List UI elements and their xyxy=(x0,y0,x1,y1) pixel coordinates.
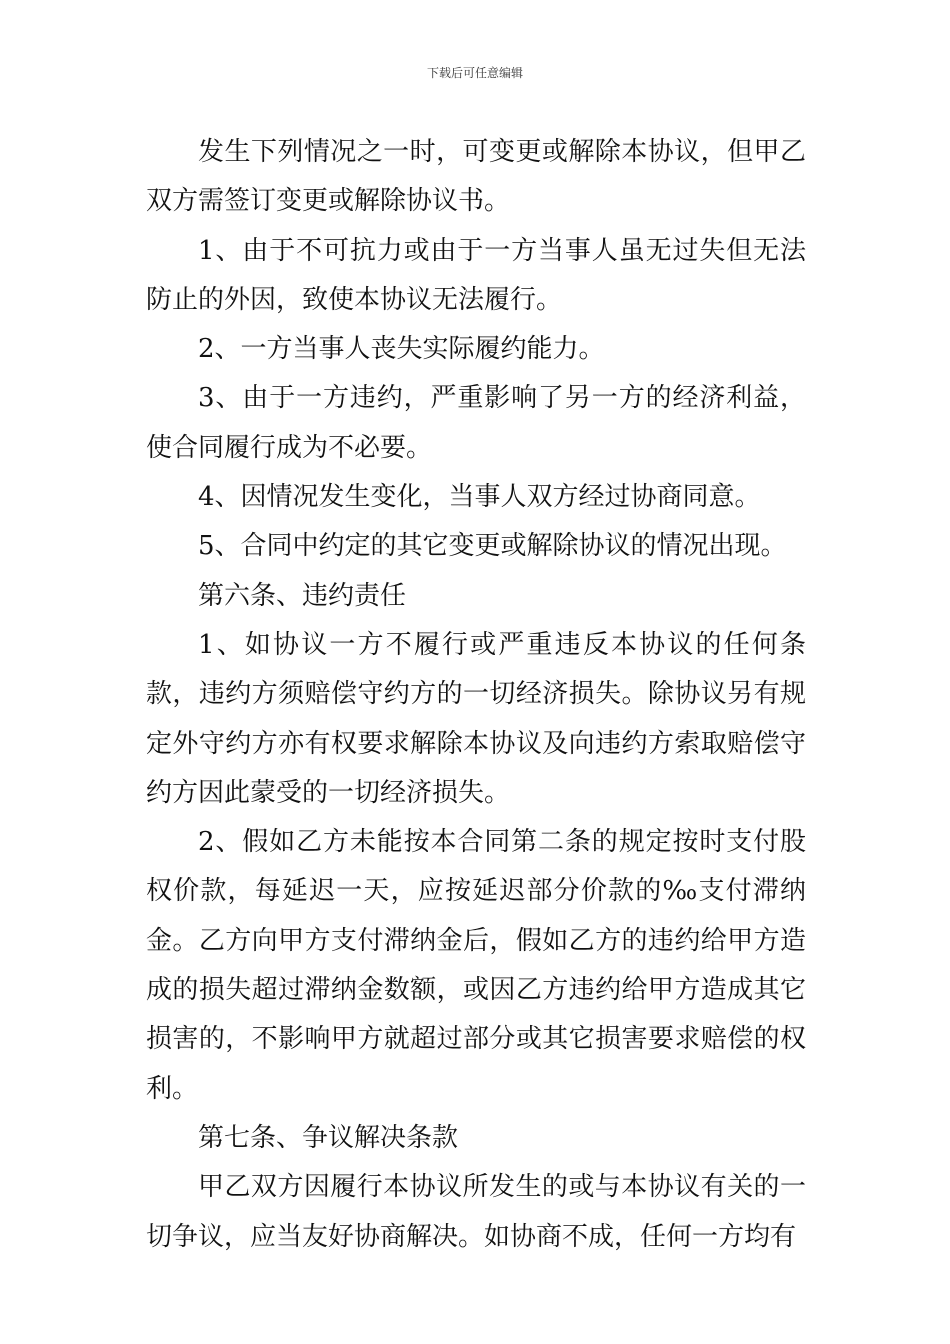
paragraph-clause-2-incapacity: 2、一方当事人丧失实际履约能力。 xyxy=(198,334,605,365)
paragraph-clause-4-mutual-agreement: 4、因情况发生变化，当事人双方经过协商同意。 xyxy=(198,482,761,513)
page-header: 下载后可任意编辑 xyxy=(426,66,523,80)
document-body xyxy=(146,128,806,1262)
section-heading-article-7: 第七条、争议解决条款 xyxy=(198,1122,459,1153)
paragraph-article-6-item-2: 2、假如乙方未能按本合同第二条的规定按时支付股权价款，每延迟一天，应按延迟部分价款的‰支付滞纳金。乙方向甲方支付滞纳金后，假如乙方的违约给甲方造成的损失超过滞纳金数额，或因乙方违约给甲方造成其它损害的，不影响甲方就超过部分或其它损害要求赔偿的权利。 xyxy=(146,827,806,1104)
paragraph-clause-3-breach: 3、由于一方违约，严重影响了另一方的经济利益，使合同履行成为不必要。 xyxy=(146,383,806,463)
paragraph-clause-1-force-majeure: 1、由于不可抗力或由于一方当事人虽无过失但无法防止的外因，致使本协议无法履行。 xyxy=(146,235,806,315)
paragraph-clause-5-other: 5、合同中约定的其它变更或解除协议的情况出现。 xyxy=(198,531,787,562)
section-heading-article-6: 第六条、违约责任 xyxy=(198,580,407,611)
paragraph-change-termination-intro: 发生下列情况之一时，可变更或解除本协议，但甲乙双方需签订变更或解除协议书。 xyxy=(146,137,806,217)
paragraph-article-6-item-1: 1、如协议一方不履行或严重违反本协议的任何条款，违约方须赔偿守约方的一切经济损失。除协议另有规定外守约方亦有权要求解除本协议及向违约方索取赔偿守约方因此蒙受的一切经济损失。 xyxy=(146,629,806,808)
paragraph-article-7-body: 甲乙双方因履行本协议所发生的或与本协议有关的一切争议，应当友好协商解决。如协商不成，任何一方均有 xyxy=(146,1172,806,1252)
